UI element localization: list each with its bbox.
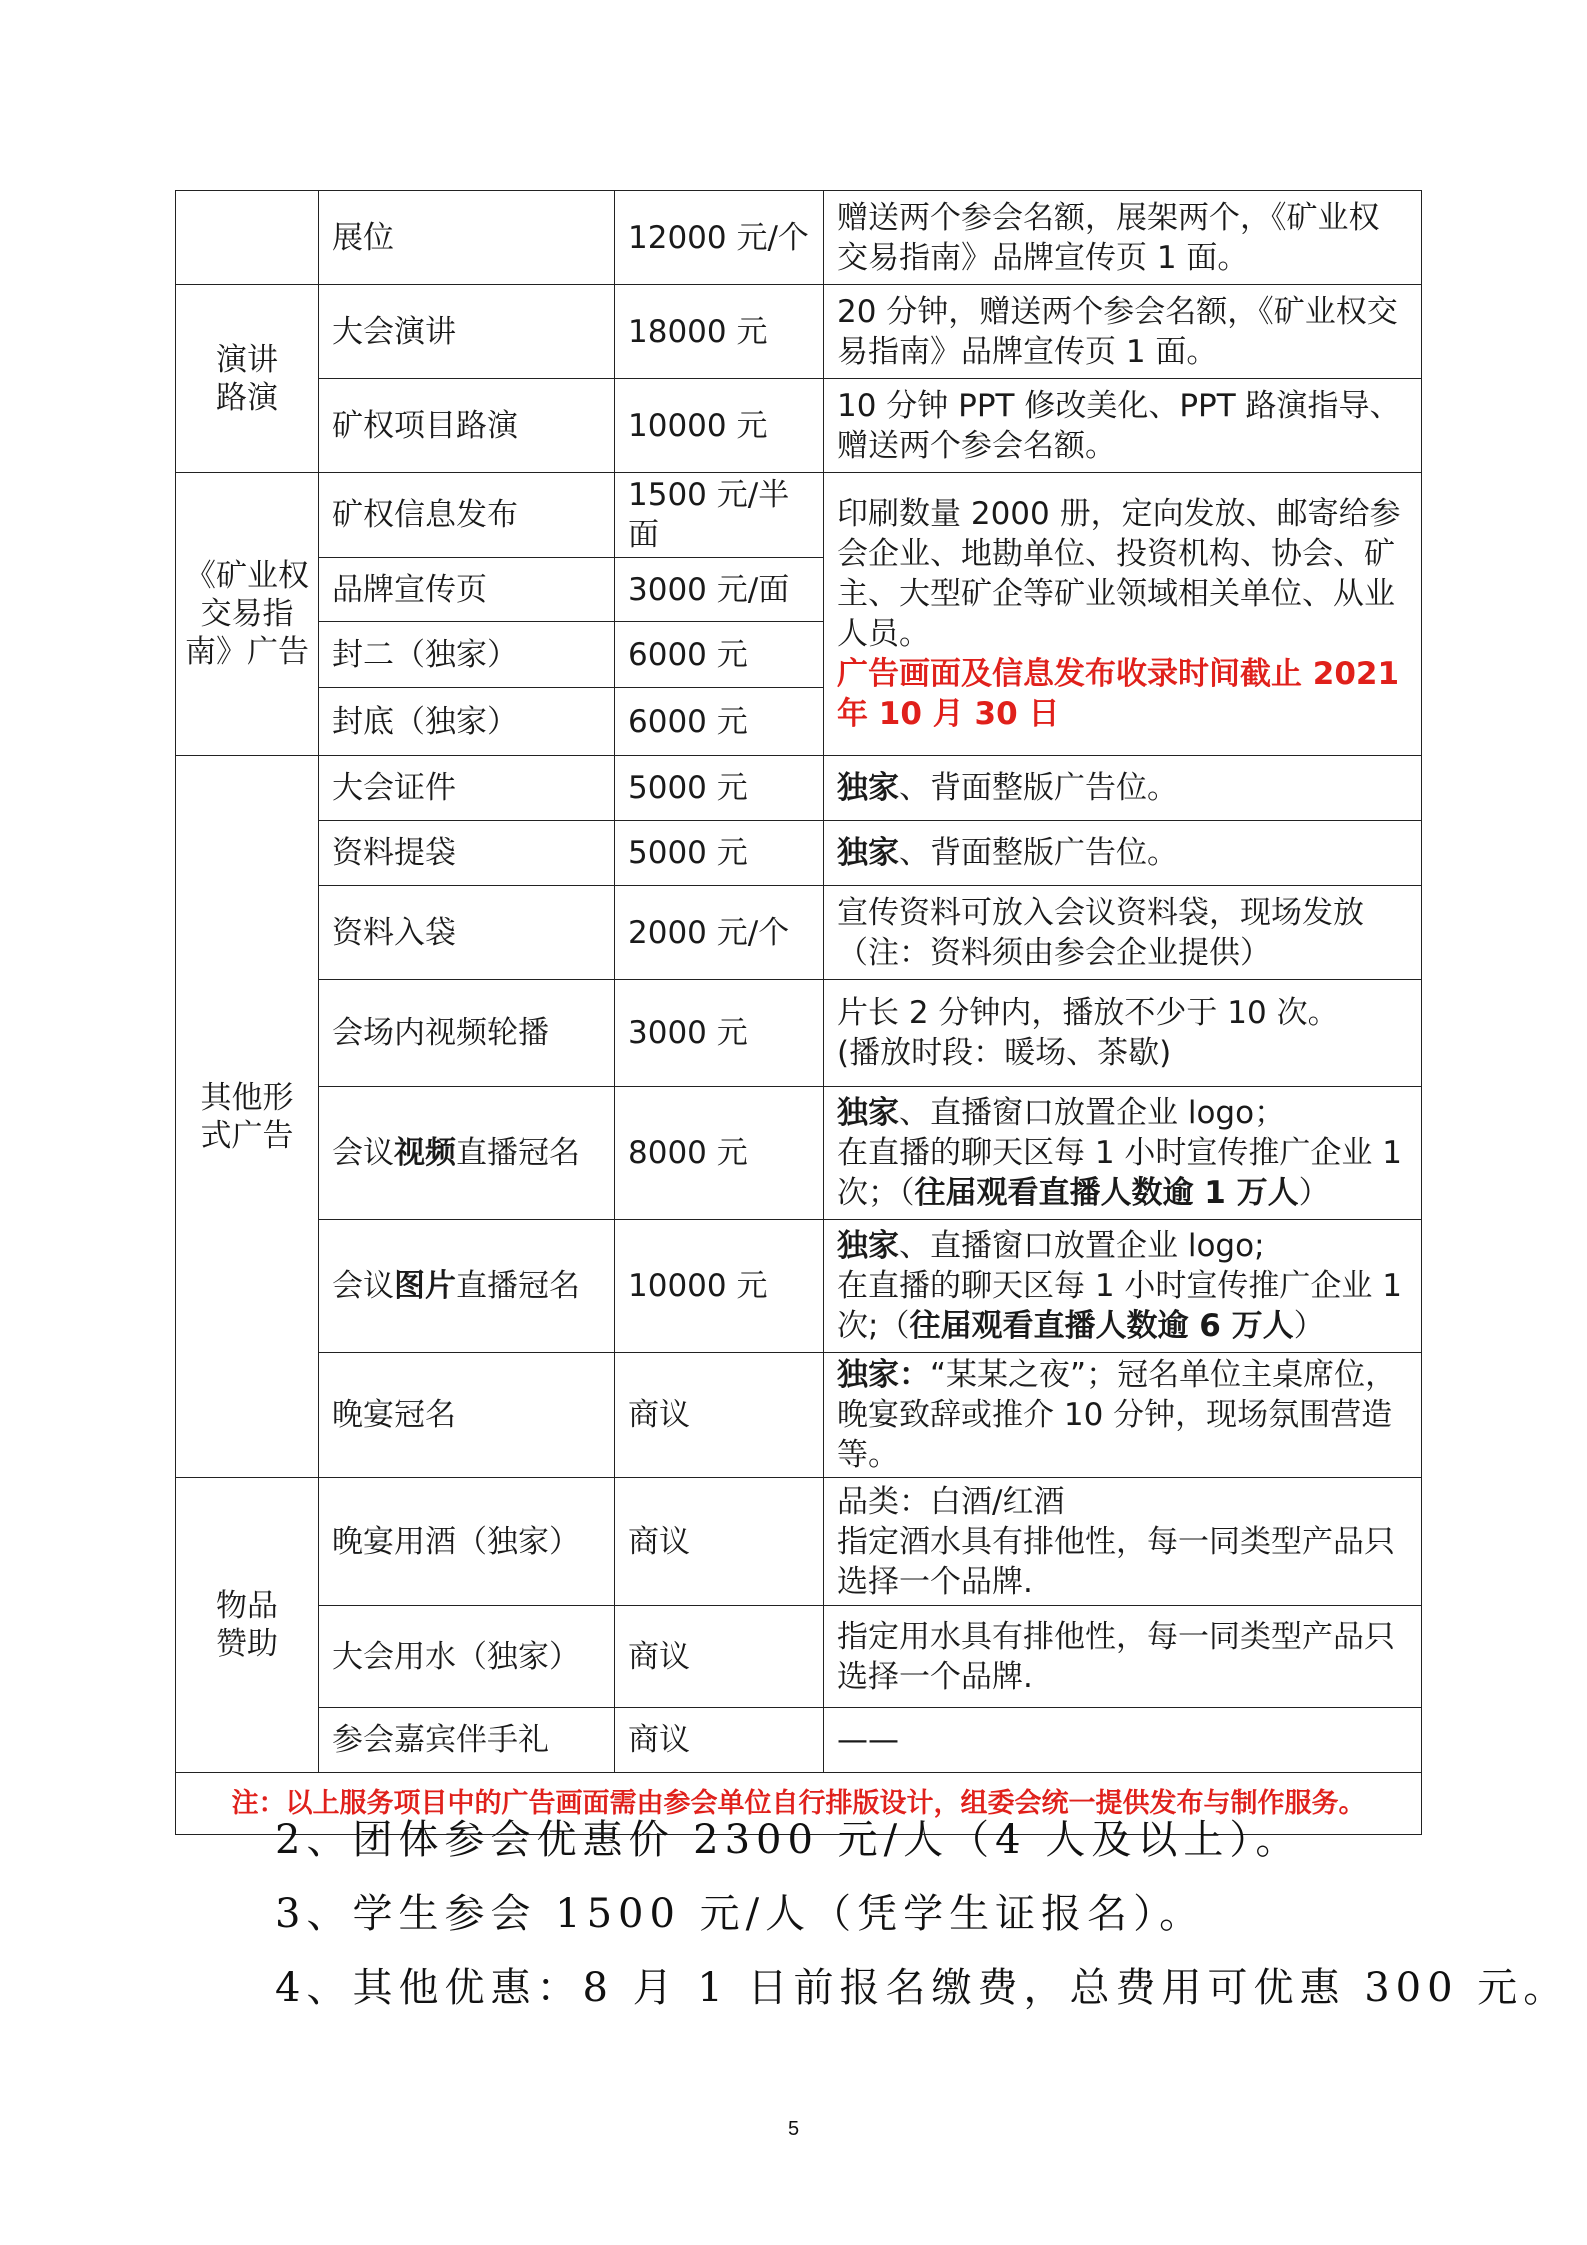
desc-cell [824,821,1422,886]
item-text: 会议 [332,1268,394,1304]
price-cell: 10000 元 [615,379,824,473]
item-cell: 大会演讲 [319,285,615,379]
price-cell: 12000 元/个 [615,191,824,285]
item-cell [319,1220,615,1353]
desc-cell: 赠送两个参会名额，展架两个，《矿业权交易指南》品牌宣传页 1 面。 [824,191,1422,285]
item-cell [319,1087,615,1220]
table-row [176,1478,1422,1606]
price-cell: 10000 元 [615,1220,824,1353]
item-cell: 矿权项目路演 [319,379,615,473]
early-bird-paragraph: 4、其他优惠：8 月 1 日前报名缴费，总费用可优惠 300 元。 [275,1965,1570,2011]
table-row [176,379,1422,473]
item-cell: 参会嘉宾伴手礼 [319,1708,615,1773]
exclusive-label: 独家 [837,1095,899,1131]
table-row [176,191,1422,285]
table-footnote: 注：以上服务项目中的广告画面需由参会单位自行排版设计，组委会统一提供发布与制作服务。 [176,1773,1422,1835]
category-cell: 其他形式广告 [176,756,319,1478]
exclusive-label: 独家 [837,835,899,871]
desc-text: 、直播窗口放置企业 logo; [899,1228,1265,1264]
price-cell: 3000 元/面 [615,558,824,622]
desc-cell [824,1087,1422,1220]
desc-cell [824,1220,1422,1353]
desc-text: 、直播窗口放置企业 logo； [899,1095,1286,1131]
desc-text: 宣传资料可放入会议资料袋，现场发放 [837,894,1364,931]
item-cell: 展位 [319,191,615,285]
audience-highlight: 往届观看直播人数逾 6 万人 [909,1308,1294,1344]
item-cell: 大会证件 [319,756,615,821]
desc-note: (播放时段：暖场、茶歇) [837,1035,1172,1071]
table-row [176,1220,1422,1353]
table-row [176,756,1422,821]
group-discount-paragraph: 2、团体参会优惠价 2300 元/人（4 人及以上）。 [275,1817,1302,1863]
desc-text: “某某之夜”；冠名单位主桌席位，晚宴致辞或推介 10 分钟，现场氛围营造等。 [837,1357,1397,1473]
price-cell: 商议 [615,1708,824,1773]
table-row [176,980,1422,1087]
item-cell: 资料入袋 [319,886,615,980]
desc-text: 品类：白酒/红酒 [837,1483,1065,1520]
table-row [176,285,1422,379]
audience-highlight: 往届观看直播人数逾 1 万人 [914,1175,1299,1211]
item-cell: 会场内视频轮播 [319,980,615,1087]
price-cell: 6000 元 [615,622,824,688]
student-discount-paragraph: 3、学生参会 1500 元/人（凭学生证报名）。 [275,1891,1206,1937]
exclusive-label: 独家： [837,1357,930,1393]
table-row [176,886,1422,980]
guide-description: 印刷数量 2000 册，定向发放、邮寄给参会企业、地勘单位、投资机构、协会、矿主、大型矿企等矿业领域相关单位、从业人员。 [837,496,1401,652]
desc-cell [824,756,1422,821]
item-bold: 视频 [394,1135,456,1171]
exclusive-label: 独家 [837,1228,899,1264]
category-cell [176,191,319,285]
item-bold: 图片 [394,1268,456,1304]
price-cell: 6000 元 [615,688,824,756]
table-row [176,1606,1422,1708]
item-cell: 封底（独家） [319,688,615,756]
category-cell: 《矿业权交易指南》广告 [176,473,319,756]
desc-text: 在直播的聊天区每 1 小时宣传推广企业 1 次;（ [837,1268,1403,1344]
price-cell: 3000 元 [615,980,824,1087]
desc-cell: —— [824,1708,1422,1773]
item-cell: 晚宴用酒（独家） [319,1478,615,1606]
desc-text: 、背面整版广告位。 [899,835,1178,871]
category-cell: 物品赞助 [176,1478,319,1773]
table-row [176,1353,1422,1478]
price-cell: 商议 [615,1353,824,1478]
page-number: 5 [787,2118,800,2140]
exclusive-label: 独家 [837,770,899,806]
desc-cell [824,886,1422,980]
price-cell: 商议 [615,1478,824,1606]
table-row [176,1708,1422,1773]
item-cell: 晚宴冠名 [319,1353,615,1478]
price-cell: 1500 元/半面 [615,473,824,558]
desc-text: 、背面整版广告位。 [899,770,1178,806]
table-row [176,473,1422,558]
item-text: 会议 [332,1135,394,1171]
item-cell: 品牌宣传页 [319,558,615,622]
table-row [176,1087,1422,1220]
desc-cell: 10 分钟 PPT 修改美化、PPT 路演指导、赠送两个参会名额。 [824,379,1422,473]
category-cell: 演讲路演 [176,285,319,473]
price-cell: 商议 [615,1606,824,1708]
desc-cell [824,473,1422,756]
item-cell: 大会用水（独家） [319,1606,615,1708]
price-cell: 2000 元/个 [615,886,824,980]
desc-text: 指定酒水具有排他性，每一同类型产品只选择一个品牌. [837,1523,1395,1600]
desc-text: 片长 2 分钟内，播放不少于 10 次。 [837,995,1339,1031]
item-cell: 资料提袋 [319,821,615,886]
desc-text: ） [1298,1175,1330,1211]
desc-cell: 20 分钟，赠送两个参会名额，《矿业权交易指南》品牌宣传页 1 面。 [824,285,1422,379]
price-cell: 18000 元 [615,285,824,379]
desc-cell [824,980,1422,1087]
price-cell: 5000 元 [615,821,824,886]
desc-cell [824,1478,1422,1606]
desc-note: （注：资料须由参会企业提供） [837,934,1271,971]
table-row [176,821,1422,886]
desc-cell: 指定用水具有排他性，每一同类型产品只选择一个品牌. [824,1606,1422,1708]
desc-cell [824,1353,1422,1478]
price-cell: 5000 元 [615,756,824,821]
item-text: 直播冠名 [456,1268,580,1304]
desc-text: 在直播的聊天区每 1 小时宣传推广企业 1 次；（ [837,1135,1403,1211]
item-cell: 封二（独家） [319,622,615,688]
price-cell: 8000 元 [615,1087,824,1220]
item-text: 直播冠名 [456,1135,580,1171]
desc-text: ） [1293,1308,1325,1344]
item-cell: 矿权信息发布 [319,473,615,558]
deadline-notice: 广告画面及信息发布收录时间截止 2021 年 10 月 30 日 [837,656,1400,732]
pricing-table [175,190,1422,1835]
